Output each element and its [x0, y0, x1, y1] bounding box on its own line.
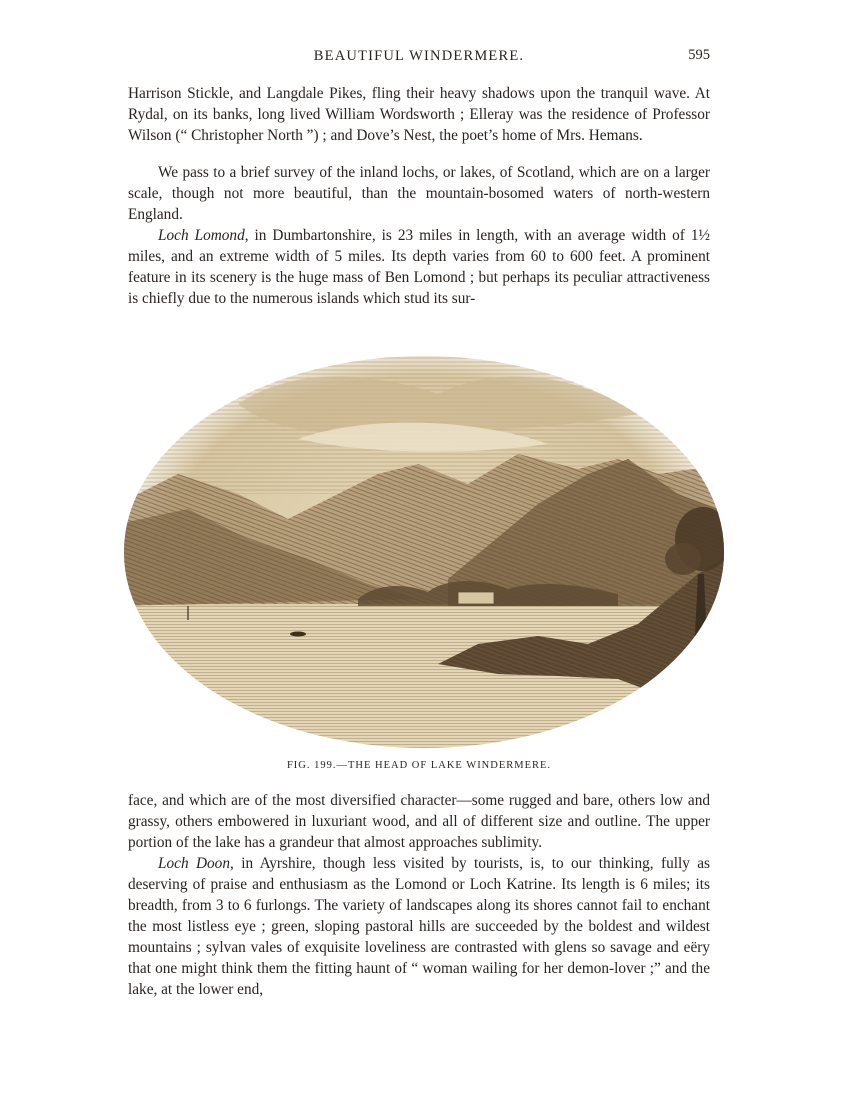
lake-windermere-engraving	[118, 344, 730, 748]
top-text-block	[128, 83, 710, 309]
bottom-text-block	[128, 790, 710, 1000]
paragraph-islands-continued: face, and which are of the most diversified character—some rugged and bare, others low and grassy, others embowered in luxuriant wood, and all of different size and outline. The upper portion of the lake has a grandeur that almost approaches sublimity.	[128, 792, 710, 851]
loch-doon-name: Loch Doon	[158, 855, 230, 872]
figure-caption: FIG. 199.—THE HEAD OF LAKE WINDERMERE.	[286, 760, 552, 771]
running-head	[128, 44, 710, 68]
loch-doon-text: , in Ayrshire, though less visited by tourists, is, to our thinking, fully as deserving of praise and enthusiasm as the Lomond or Loch Katrine. Its length is 6 miles; its breadth, from 3 to 6 furlongs. The variety of landscapes along its shores cannot fail to enchant the most listless eye ; green, sloping pastoral hills are succeeded by the boldest and wildest mountains ; sylvan vales of exquisite loveliness are contrasted with glens so savage and eëry that one might think them the fitting haunt of “ woman wailing for her demon-lover ;” and the lake, at the lower end,	[128, 855, 710, 998]
paragraph-scotland-lochs: We pass to a brief survey of the inland lochs, or lakes, of Scotland, which are on a larger scale, though not more beautiful, than the mountain-bosomed waters of north-western England.	[128, 164, 710, 223]
page-number: 595	[688, 47, 710, 63]
paragraph-loch-lomond	[128, 225, 710, 309]
loch-lomond-text: , in Dumbartonshire, is 23 miles in length, with an average width of 1½ miles, and an extreme width of 5 miles. Its depth varies from 60 to 600 feet. A prominent feature in its scenery is the huge mass of Ben Lomond ; but perhaps its peculiar attractiveness is chiefly due to the numerous islands which stud its sur-	[128, 227, 710, 307]
paragraph-windermere-residents: Harrison Stickle, and Langdale Pikes, fling their heavy shadows upon the tranquil wave. At Rydal, on its banks, long lived William Wordsworth ; Elleray was the residence of Professor Wilson (“ Christopher North ”) ; and Dove’s Nest, the poet’s home of Mrs. Hemans.	[128, 85, 710, 144]
loch-lomond-name: Loch Lomond	[158, 227, 245, 244]
running-title: BEAUTIFUL WINDERMERE.	[313, 48, 525, 64]
paragraph-loch-doon	[128, 853, 710, 1000]
